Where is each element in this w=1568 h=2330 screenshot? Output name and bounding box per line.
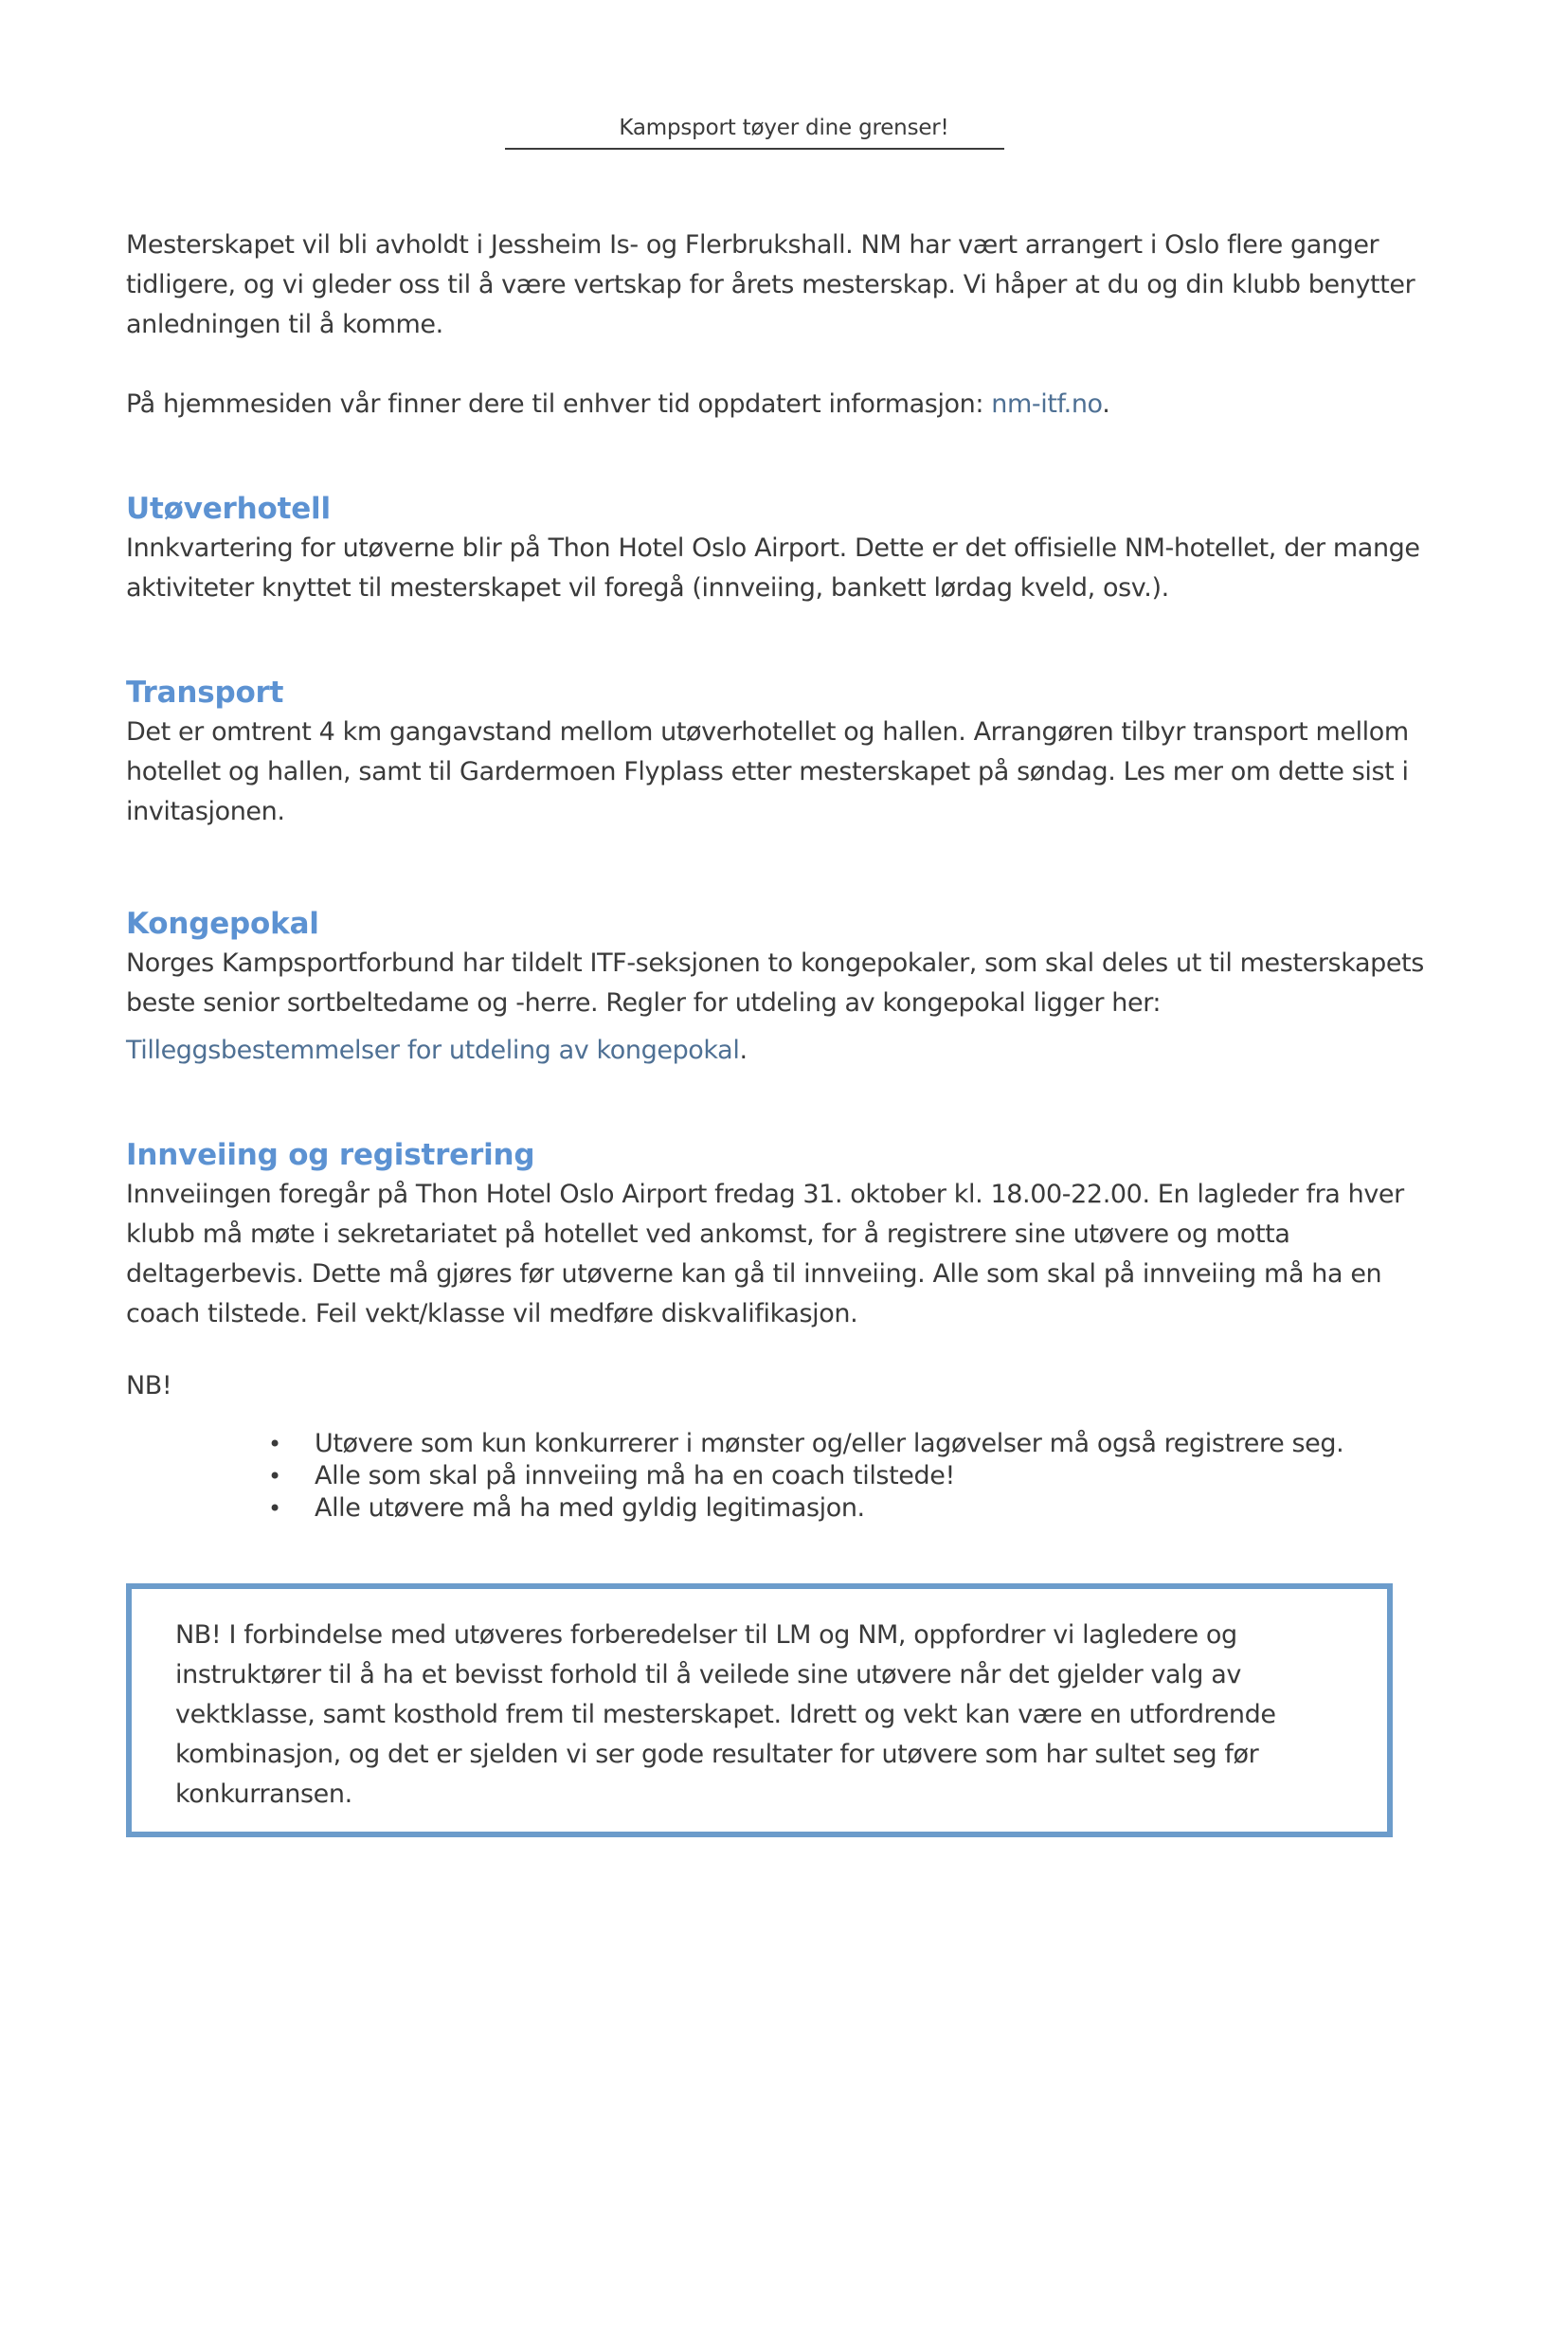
section-heading-transport: Transport bbox=[126, 676, 284, 710]
homepage-link[interactable]: nm-itf.no bbox=[991, 389, 1103, 419]
kongepokal-rules-link[interactable]: Tilleggsbestemmelser for utdeling av kongepokal bbox=[126, 1036, 740, 1065]
bullet-icon: • bbox=[268, 1463, 281, 1490]
header-tagline-rule bbox=[505, 114, 1004, 150]
section-heading-kongepokal: Kongepokal bbox=[126, 907, 319, 941]
nb-bullet-list bbox=[268, 1428, 1445, 1525]
homepage-paragraph-period: . bbox=[1102, 389, 1110, 419]
kongepokal-rules-line bbox=[126, 1031, 1445, 1071]
document-page bbox=[0, 114, 1568, 1837]
section-body-innveiing: Innveiingen foregår på Thon Hotel Oslo Airport fredag 31. oktober kl. 18.00-22.00. En lagleder fra hver klubb må møte i sekretariatet på hotellet ved ankomst, for å registrere sine utøvere og motta deltagerbevis. Dette må gjøres før utøverne kan gå til innveiing. Alle som skal på innveiing må ha en coach tilstede. Feil vekt/klasse vil medføre diskvalifikasjon. bbox=[126, 1180, 1404, 1328]
intro-paragraph: Mesterskapet vil bli avholdt i Jessheim Is- og Flerbrukshall. NM har vært arrangert i Oslo flere ganger tidligere, og vi gleder oss til å være vertskap for årets mesterskap. Vi håper at du og din klubb benytter anledningen til å komme. bbox=[126, 230, 1415, 339]
list-item-text: Alle som skal på innveiing må ha en coach tilstede! bbox=[315, 1461, 955, 1490]
section-heading-utoverhotell: Utøverhotell bbox=[126, 492, 331, 526]
section-body-utoverhotell: Innkvartering for utøverne blir på Thon Hotel Oslo Airport. Dette er det offisielle NM-hotellet, der mange aktiviteter knyttet til mesterskapet vil foregå (innveiing, bankett lørdag kveld, osv.). bbox=[126, 533, 1420, 603]
bullet-icon: • bbox=[268, 1495, 281, 1522]
list-item bbox=[268, 1492, 1445, 1525]
list-item-text: Alle utøvere må ha med gyldig legitimasjon. bbox=[315, 1493, 865, 1523]
kongepokal-rules-period: . bbox=[739, 1036, 748, 1065]
list-item bbox=[268, 1460, 1445, 1492]
header-tagline: Kampsport tøyer dine grenser! bbox=[619, 116, 949, 140]
notice-box-text: NB! I forbindelse med utøveres forberedelser til LM og NM, oppfordrer vi lagledere og instruktører til å ha et bevisst forhold til å veilede sine utøvere når det gjelder valg av vektklasse, samt kosthold frem til mesterskapet. Idrett og vekt kan være en utfordrende kombinasjon, og det er sjelden vi ser gode resultater for utøvere som har sultet seg før konkurransen. bbox=[175, 1620, 1276, 1809]
bullet-icon: • bbox=[268, 1431, 281, 1457]
homepage-paragraph-text: På hjemmesiden vår finner dere til enhver tid oppdatert informasjon: bbox=[126, 389, 992, 419]
section-body-transport: Det er omtrent 4 km gangavstand mellom utøverhotellet og hallen. Arrangøren tilbyr transport mellom hotellet og hallen, samt til Gardermoen Flyplass etter mesterskapet på søndag. Les mer om dette sist i invitasjonen. bbox=[126, 717, 1409, 826]
list-item bbox=[268, 1428, 1445, 1460]
nb-label: NB! bbox=[126, 1371, 172, 1400]
homepage-paragraph bbox=[126, 385, 1445, 424]
notice-box bbox=[126, 1583, 1393, 1837]
section-heading-innveiing: Innveiing og registrering bbox=[126, 1138, 535, 1172]
section-body-kongepokal: Norges Kampsportforbund har tildelt ITF-seksjonen to kongepokaler, som skal deles ut til mesterskapets beste senior sortbeltedame og -herre. Regler for utdeling av kongepokal ligger her: bbox=[126, 948, 1424, 1018]
list-item-text: Utøvere som kun konkurrerer i mønster og/eller lagøvelser må også registrere seg. bbox=[315, 1429, 1344, 1458]
